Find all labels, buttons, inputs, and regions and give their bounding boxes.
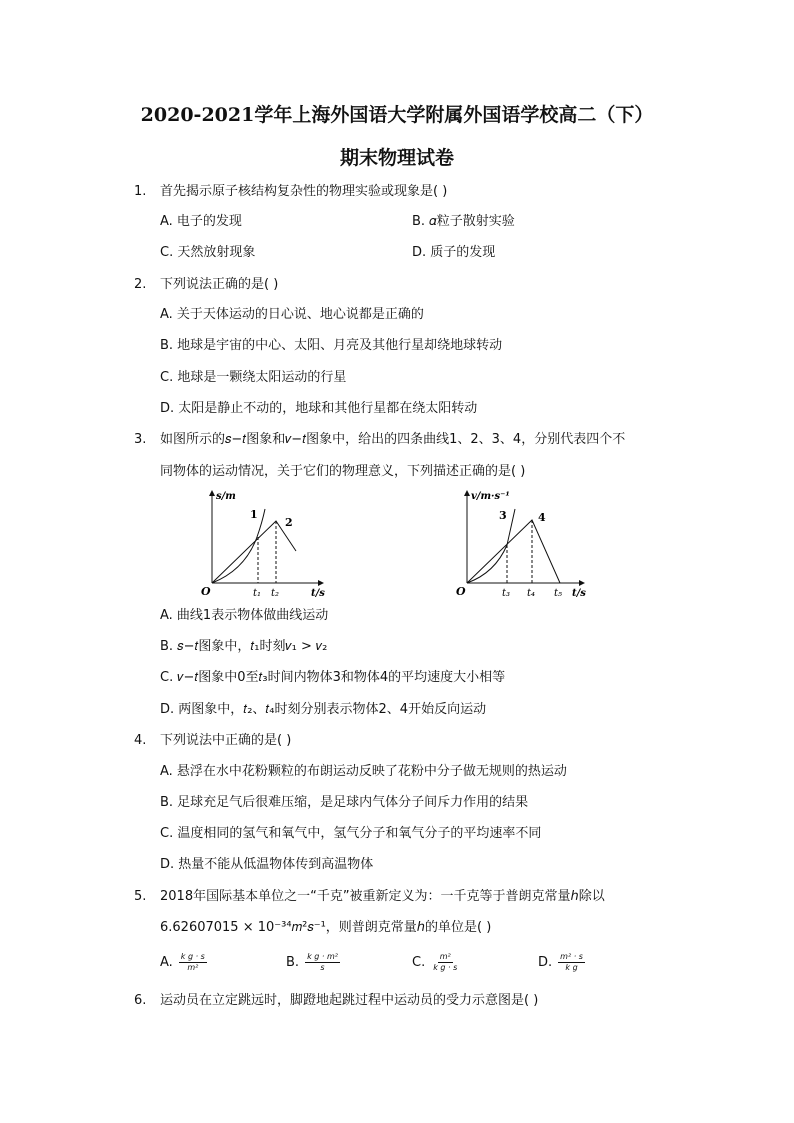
q5-c-numerator: m² bbox=[439, 952, 451, 961]
q5-d-denominator: k g bbox=[565, 963, 578, 972]
q5-option-b bbox=[286, 952, 340, 973]
vt-curve-3-label: 3 bbox=[499, 509, 507, 522]
st-curve-1-label: 1 bbox=[250, 508, 258, 521]
q6-number: 6. bbox=[134, 993, 147, 1008]
q2-option-a: A. 关于天体运动的日心说、地心说都是正确的 bbox=[160, 307, 424, 322]
q4-option-d: D. 热量不能从低温物体传到高温物体 bbox=[160, 857, 374, 872]
q3-stem-line1: 如图所示的𝑠−𝑡图象和𝑣−𝑡图象中，给出的四条曲线1、2、3、4，分别代表四个不 bbox=[160, 432, 626, 447]
q5-b-numerator: k g · m² bbox=[307, 952, 338, 961]
q6-stem: 运动员在立定跳远时，脚蹬地起跳过程中运动员的受力示意图是( ) bbox=[160, 993, 539, 1008]
q3-option-a: A. 曲线1表示物体做曲线运动 bbox=[160, 608, 329, 623]
q2-number: 2. bbox=[134, 277, 147, 292]
q5-option-a-fraction bbox=[179, 952, 207, 973]
vt-graph bbox=[450, 485, 595, 600]
q5-option-d bbox=[538, 952, 585, 973]
q2-stem: 下列说法正确的是( ) bbox=[160, 277, 279, 292]
q5-a-numerator: k g · s bbox=[180, 952, 205, 961]
q5-option-c-label: C. bbox=[412, 955, 426, 970]
q2-option-b: B. 地球是宇宙的中心、太阳、月亮及其他行星却绕地球转动 bbox=[160, 338, 503, 353]
q3-number: 3. bbox=[134, 432, 147, 447]
vt-curve-3 bbox=[467, 509, 515, 583]
q5-b-denominator: s bbox=[320, 963, 325, 972]
st-origin: O bbox=[201, 585, 211, 598]
q5-stem-line1: 2018年国际基本单位之一“千克”被重新定义为：一千克等于普朗克常量ℎ除以 bbox=[160, 889, 605, 904]
vt-tick-t3: t₃ bbox=[502, 588, 511, 599]
st-ylabel: s/m bbox=[216, 491, 236, 502]
q4-option-b: B. 足球充足气后很难压缩，是足球内气体分子间斥力作用的结果 bbox=[160, 795, 529, 810]
q1-option-d: D. 质子的发现 bbox=[412, 245, 496, 260]
st-curve-2-label: 2 bbox=[285, 516, 293, 529]
q5-d-numerator: m² · s bbox=[560, 952, 583, 961]
q2-option-d: D. 太阳是静止不动的，地球和其他行星都在绕太阳转动 bbox=[160, 401, 478, 416]
q4-stem: 下列说法中正确的是( ) bbox=[160, 733, 292, 748]
q5-number: 5. bbox=[134, 889, 147, 904]
q4-option-c: C. 温度相同的氢气和氧气中，氢气分子和氧气分子的平均速率不同 bbox=[160, 826, 542, 841]
st-curve-2 bbox=[212, 521, 296, 583]
q5-option-a bbox=[160, 952, 207, 973]
q5-a-denominator: m² bbox=[187, 963, 199, 972]
st-xlabel: t/s bbox=[311, 588, 325, 599]
st-graph bbox=[195, 485, 335, 600]
q4-number: 4. bbox=[134, 733, 147, 748]
q5-c-denominator: k g · s bbox=[433, 963, 458, 972]
q1-option-a: A. 电子的发现 bbox=[160, 214, 242, 229]
q5-option-d-label: D. bbox=[538, 955, 553, 970]
q1-option-c: C. 天然放射现象 bbox=[160, 245, 256, 260]
vt-tick-t4: t₄ bbox=[527, 588, 536, 599]
q3-option-d: D. 两图象中，𝑡₂、𝑡₄时刻分别表示物体2、4开始反向运动 bbox=[160, 702, 487, 717]
q1-number: 1. bbox=[134, 184, 147, 199]
q5-option-d-fraction bbox=[558, 952, 585, 973]
q2-option-c: C. 地球是一颗绕太阳运动的行星 bbox=[160, 370, 347, 385]
q5-option-c bbox=[412, 952, 459, 973]
st-tick-t2: t₂ bbox=[271, 588, 280, 599]
vt-xlabel: t/s bbox=[572, 588, 586, 599]
q1-option-b: B. 𝛼粒子散射实验 bbox=[412, 214, 515, 229]
q3-option-b: B. 𝑠−𝑡图象中，𝑡₁时刻𝑣₁ > 𝑣₂ bbox=[160, 639, 328, 654]
q1-stem: 首先揭示原子核结构复杂性的物理实验或现象是( ) bbox=[160, 184, 448, 199]
st-tick-t1: t₁ bbox=[253, 588, 262, 599]
q5-option-b-fraction bbox=[305, 952, 340, 973]
exam-title-line2: 期末物理试卷 bbox=[339, 147, 454, 169]
q4-option-a: A. 悬浮在水中花粉颗粒的布朗运动反映了花粉中分子做无规则的热运动 bbox=[160, 764, 567, 779]
vt-curve-4 bbox=[467, 520, 560, 583]
q5-stem-line2: 6.62607015 × 10⁻³⁴𝑚²𝑠⁻¹，则普朗克常量ℎ的单位是( ) bbox=[160, 920, 492, 935]
vt-origin: O bbox=[456, 585, 466, 598]
vt-tick-t5: t₅ bbox=[554, 588, 563, 599]
q5-option-c-fraction bbox=[431, 952, 459, 973]
q5-option-a-label: A. bbox=[160, 955, 173, 970]
q5-option-b-label: B. bbox=[286, 955, 300, 970]
exam-title-line1: 2020-2021学年上海外国语大学附属外国语学校高二（下） bbox=[140, 104, 654, 126]
q3-option-c: C. 𝑣−𝑡图象中0至𝑡₃时间内物体3和物体4的平均速度大小相等 bbox=[160, 670, 506, 685]
vt-ylabel: v/m·s⁻¹ bbox=[471, 491, 510, 502]
vt-curve-4-label: 4 bbox=[538, 511, 546, 524]
q3-stem-line2: 同物体的运动情况，关于它们的物理意义，下列描述正确的是( ) bbox=[160, 464, 526, 479]
